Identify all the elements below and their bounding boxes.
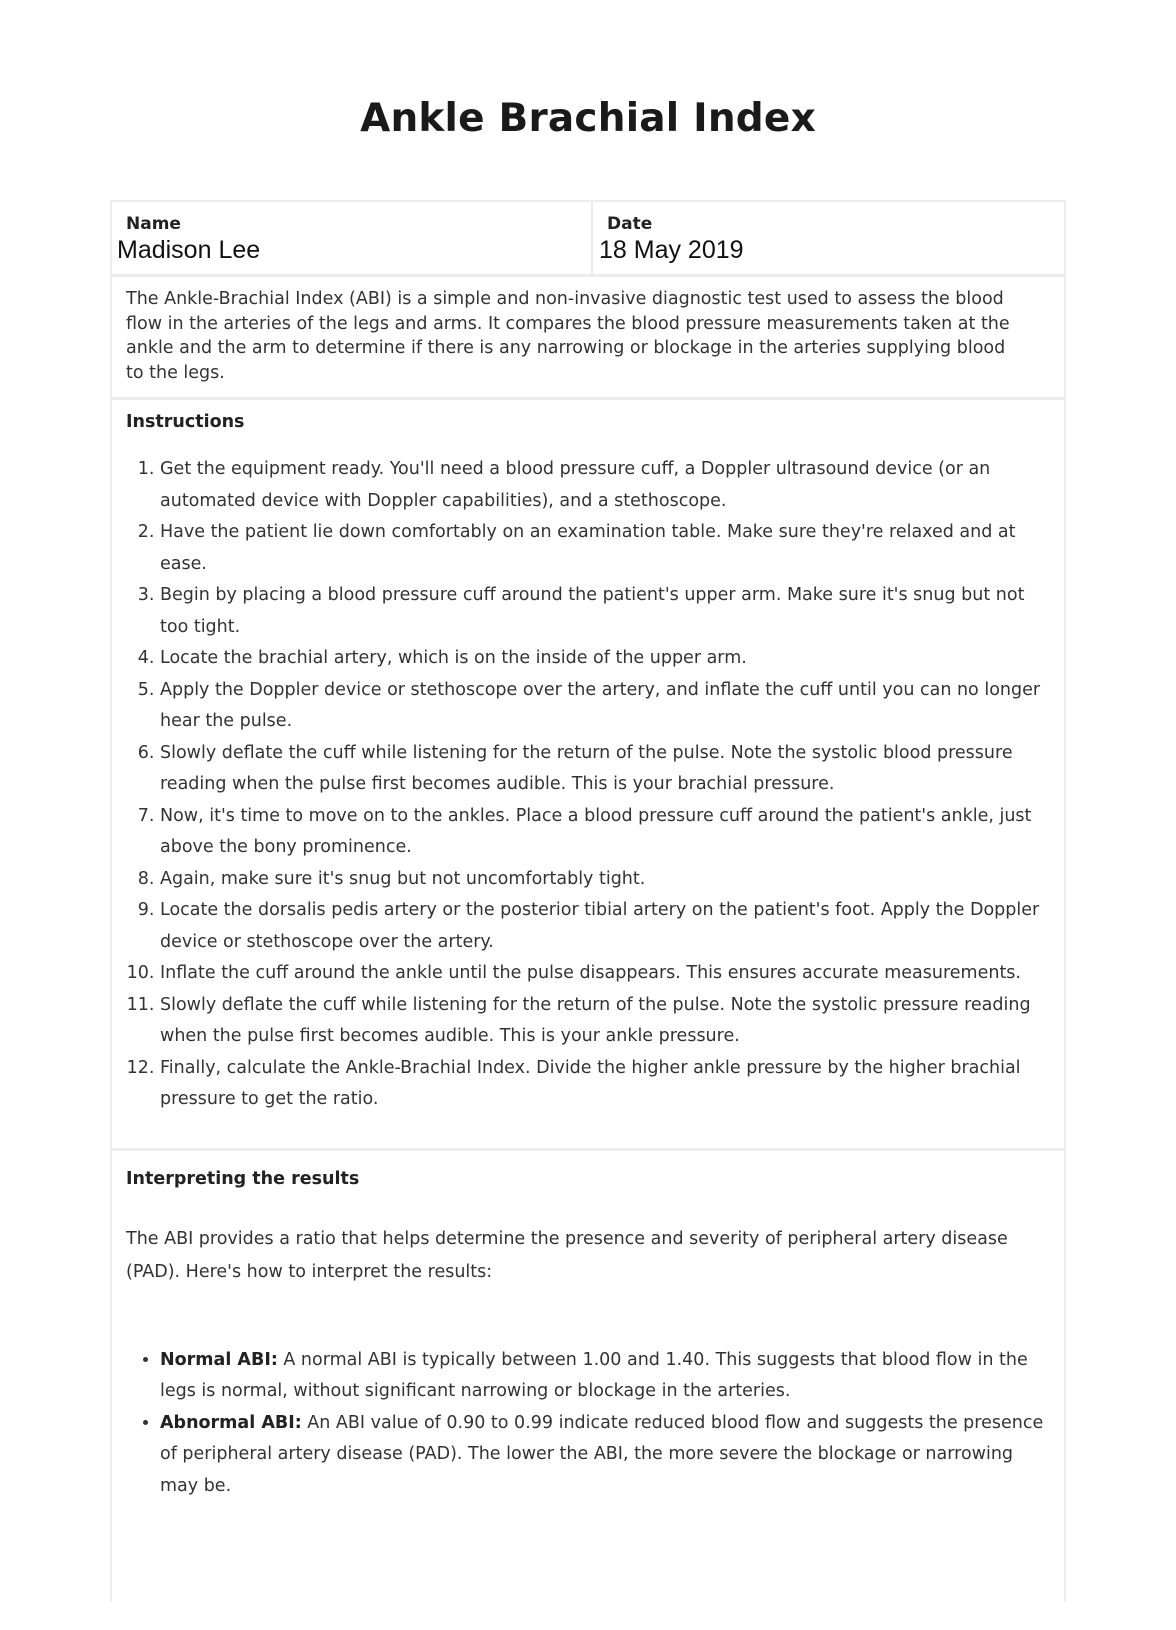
instruction-step: 8. Again, make sure it's snug but not uncomfortably tight. — [160, 864, 1050, 896]
instruction-step: 9. Locate the dorsalis pedis artery or the posterior tibial artery on the patient's foot. Apply the Doppler device or stethoscope over the artery. — [160, 895, 1050, 958]
interpretation-item-normal — [160, 1345, 1050, 1408]
bullet-text: An ABI value of 0.90 to 0.99 indicate reduced blood flow and suggests the presence of peripheral artery disease (PAD). The lower the ABI, the more severe the blockage or narrowing may be. — [160, 1412, 1044, 1496]
abi-form-card — [110, 200, 1066, 1602]
instruction-step: 4. Locate the brachial artery, which is on the inside of the upper arm. — [160, 643, 1050, 675]
abi-description: The Ankle-Brachial Index (ABI) is a simple and non-invasive diagnostic test used to assess the blood flow in the arteries of the legs and arms. It compares the blood pressure measurements taken at the ankle and the arm to determine if there is any narrowing or blockage in the arteries supplying blood to the legs. — [112, 277, 1064, 400]
bullet-term: Normal ABI: — [160, 1349, 278, 1370]
name-value: Madison Lee — [117, 236, 261, 264]
page-title: Ankle Brachial Index — [360, 96, 816, 141]
instruction-step: 1. Get the equipment ready. You'll need a blood pressure cuff, a Doppler ultrasound device (or an automated device with Doppler capabilities), and a stethoscope. — [160, 454, 1050, 517]
name-label: Name — [126, 214, 181, 234]
instruction-step: 10. Inflate the cuff around the ankle until the pulse disappears. This ensures accurate measurements. — [160, 958, 1050, 990]
instruction-step: 5. Apply the Doppler device or stethoscope over the artery, and inflate the cuff until you can no longer hear the pulse. — [160, 675, 1050, 738]
interpretation-intro: The ABI provides a ratio that helps determine the presence and severity of peripheral artery disease (PAD). Here's how to interpret the results: — [126, 1228, 1008, 1282]
date-value: 18 May 2019 — [599, 236, 744, 264]
instruction-steps-list — [126, 454, 1050, 1116]
interpretation-heading: Interpreting the results — [126, 1168, 360, 1189]
patient-info-row — [112, 202, 1064, 277]
name-field — [112, 202, 591, 274]
instruction-step: 12. Finally, calculate the Ankle-Brachial Index. Divide the higher ankle pressure by the higher brachial pressure to get the ratio. — [160, 1053, 1050, 1116]
instruction-step: 7. Now, it's time to move on to the ankles. Place a blood pressure cuff around the patient's ankle, just above the bony prominence. — [160, 801, 1050, 864]
bullet-term: Abnormal ABI: — [160, 1412, 302, 1433]
interpretation-item-abnormal — [160, 1408, 1050, 1503]
interpretation-list — [126, 1345, 1050, 1503]
instructions-section — [112, 400, 1064, 1151]
instructions-heading: Instructions — [126, 412, 245, 432]
interpretation-section — [112, 1151, 1064, 1503]
instruction-step: 2. Have the patient lie down comfortably on an examination table. Make sure they're relaxed and at ease. — [160, 517, 1050, 580]
date-label: Date — [607, 214, 653, 234]
bullet-text: A normal ABI is typically between 1.00 and 1.40. This suggests that blood flow in the legs is normal, without significant narrowing or blockage in the arteries. — [160, 1349, 1028, 1401]
instruction-step: 6. Slowly deflate the cuff while listening for the return of the pulse. Note the systolic blood pressure reading when the pulse first becomes audible. This is your brachial pressure. — [160, 738, 1050, 801]
instruction-step: 3. Begin by placing a blood pressure cuff around the patient's upper arm. Make sure it's snug but not too tight. — [160, 580, 1050, 643]
date-field — [591, 202, 1064, 274]
instruction-step: 11. Slowly deflate the cuff while listening for the return of the pulse. Note the systolic pressure reading when the pulse first becomes audible. This is your ankle pressure. — [160, 990, 1050, 1053]
